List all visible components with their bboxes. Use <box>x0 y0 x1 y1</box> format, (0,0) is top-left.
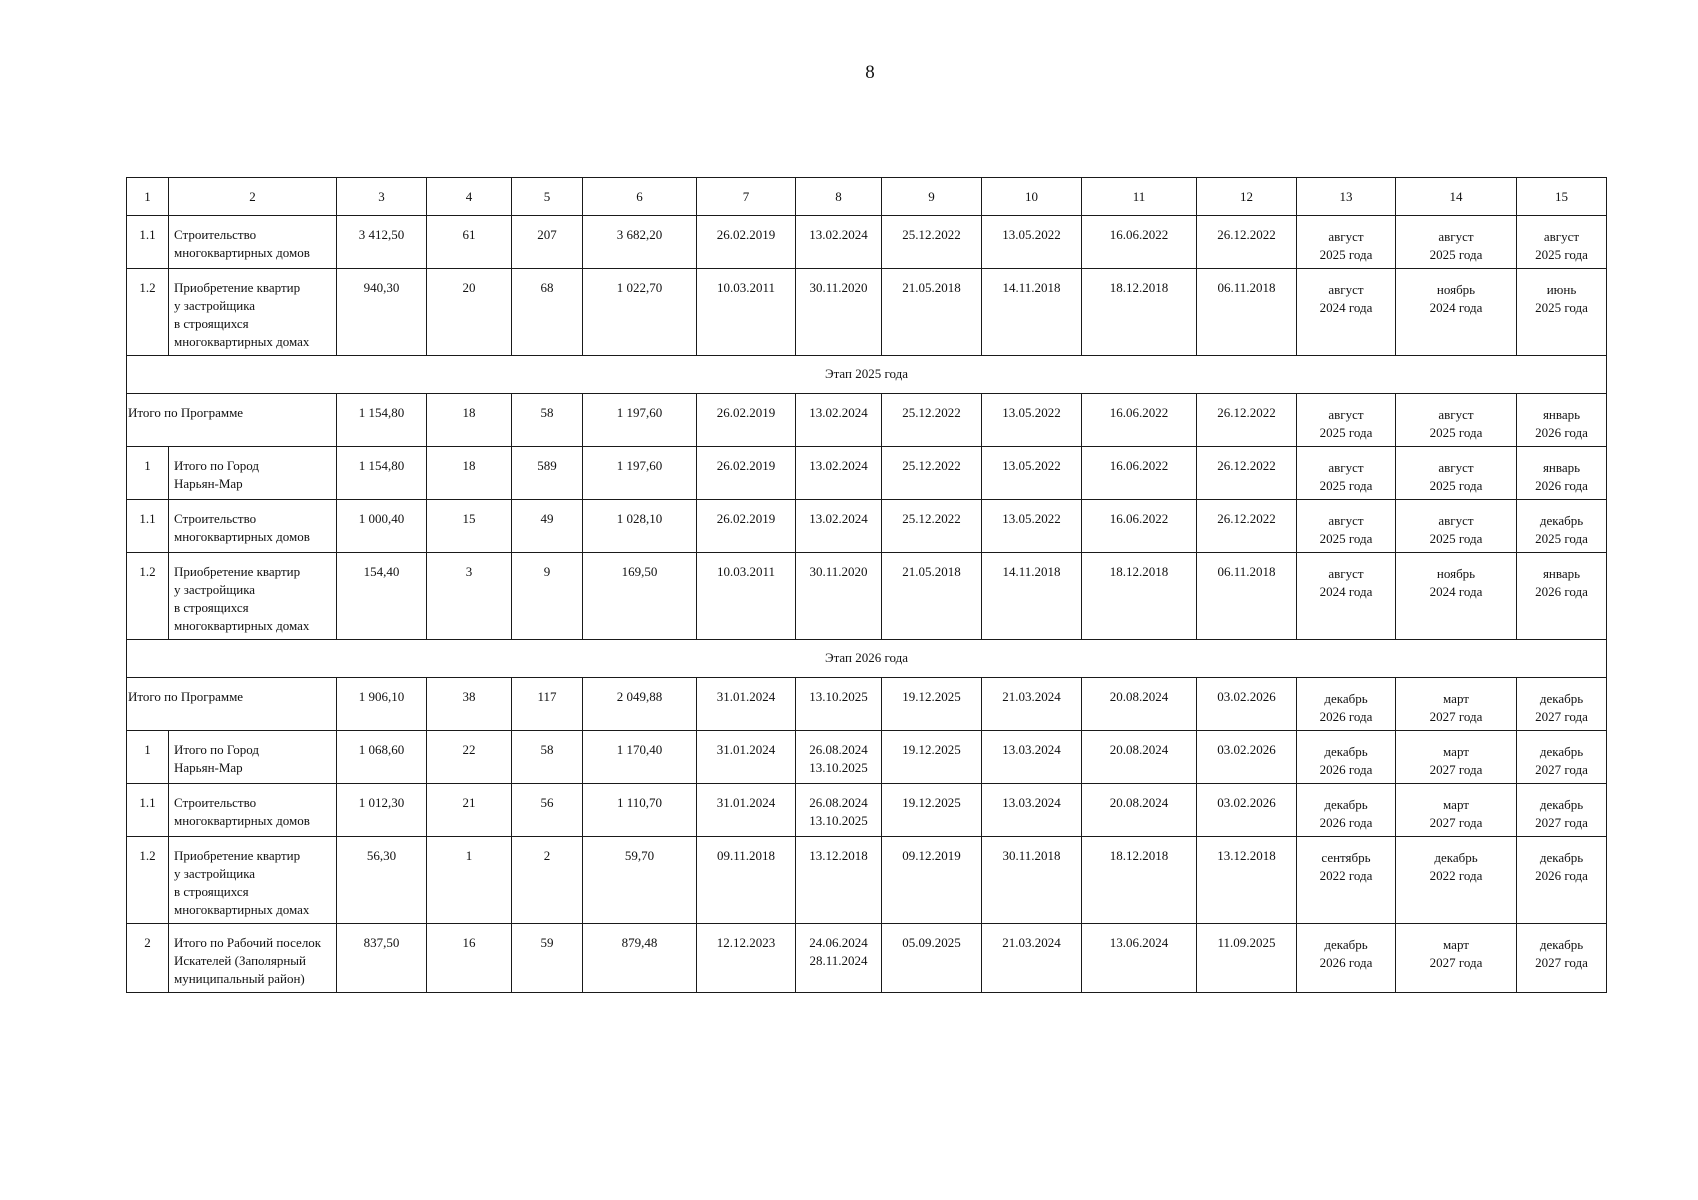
table-cell: 56 <box>512 784 583 837</box>
table-cell: 837,50 <box>337 924 427 993</box>
table-cell: март 2027 года <box>1396 678 1517 731</box>
table-cell: 26.02.2019 <box>697 394 796 447</box>
column-number-row <box>127 178 1607 216</box>
table-cell: 1 110,70 <box>583 784 697 837</box>
table-cell: 1 154,80 <box>337 447 427 500</box>
row-name: Строительство многоквартирных домов <box>169 784 337 837</box>
table-cell: 2 049,88 <box>583 678 697 731</box>
table-cell: 30.11.2018 <box>982 837 1082 924</box>
table-cell: 21.03.2024 <box>982 678 1082 731</box>
table-cell: 26.08.2024 13.10.2025 <box>796 784 882 837</box>
table-cell: 1 028,10 <box>583 500 697 553</box>
table-cell: 19.12.2025 <box>882 731 982 784</box>
table-row <box>127 447 1607 500</box>
table-row <box>127 924 1607 993</box>
table-cell: август 2025 года <box>1297 500 1396 553</box>
table-cell: 68 <box>512 269 583 356</box>
table-cell: 1 000,40 <box>337 500 427 553</box>
total-label: Итого по Программе <box>127 678 337 731</box>
table-cell: 13.12.2018 <box>1197 837 1297 924</box>
table-cell: декабрь 2027 года <box>1517 924 1607 993</box>
table-cell: 03.02.2026 <box>1197 784 1297 837</box>
table-cell: 20.08.2024 <box>1082 784 1197 837</box>
table-cell: 18.12.2018 <box>1082 553 1197 640</box>
table-cell: 09.12.2019 <box>882 837 982 924</box>
table-cell: 25.12.2022 <box>882 394 982 447</box>
table-cell: 26.02.2019 <box>697 500 796 553</box>
table-cell: 26.08.2024 13.10.2025 <box>796 731 882 784</box>
table-cell: 18.12.2018 <box>1082 837 1197 924</box>
table-cell: 06.11.2018 <box>1197 269 1297 356</box>
table-cell: 25.12.2022 <box>882 216 982 269</box>
table-cell: 16.06.2022 <box>1082 216 1197 269</box>
table-cell: 59,70 <box>583 837 697 924</box>
table-cell: 16 <box>427 924 512 993</box>
table-cell: 26.12.2022 <box>1197 500 1297 553</box>
row-name: Итого по Рабочий поселок Искателей (Заполярный муниципальный район) <box>169 924 337 993</box>
table-cell: 13.05.2022 <box>982 447 1082 500</box>
table-cell: 25.12.2022 <box>882 500 982 553</box>
column-number: 6 <box>583 178 697 216</box>
row-name: Строительство многоквартирных домов <box>169 216 337 269</box>
table-cell: 31.01.2024 <box>697 678 796 731</box>
table-cell: 1 154,80 <box>337 394 427 447</box>
table-cell: 879,48 <box>583 924 697 993</box>
table-cell: март 2027 года <box>1396 784 1517 837</box>
table-row <box>127 731 1607 784</box>
table-cell: 14.11.2018 <box>982 269 1082 356</box>
table-cell: март 2027 года <box>1396 731 1517 784</box>
table-cell: 3 <box>427 553 512 640</box>
table-cell: декабрь 2027 года <box>1517 784 1607 837</box>
table-row <box>127 837 1607 924</box>
stage-row <box>127 356 1607 394</box>
table-cell: 13.05.2022 <box>982 216 1082 269</box>
table-cell: 06.11.2018 <box>1197 553 1297 640</box>
table-cell: август 2025 года <box>1396 500 1517 553</box>
table-cell: 13.02.2024 <box>796 447 882 500</box>
row-name: Строительство многоквартирных домов <box>169 500 337 553</box>
table-cell: 21.05.2018 <box>882 553 982 640</box>
table-cell: 30.11.2020 <box>796 269 882 356</box>
table-cell: 1 022,70 <box>583 269 697 356</box>
table-cell: декабрь 2027 года <box>1517 678 1607 731</box>
table-cell: 154,40 <box>337 553 427 640</box>
table-cell: 1 197,60 <box>583 394 697 447</box>
column-number: 5 <box>512 178 583 216</box>
table-cell: декабрь 2026 года <box>1297 924 1396 993</box>
row-number: 2 <box>127 924 169 993</box>
table-cell: 26.12.2022 <box>1197 394 1297 447</box>
table-cell: 16.06.2022 <box>1082 447 1197 500</box>
table-cell: 26.02.2019 <box>697 216 796 269</box>
table-cell: 15 <box>427 500 512 553</box>
table-cell: 22 <box>427 731 512 784</box>
table-cell: 589 <box>512 447 583 500</box>
table-cell: 16.06.2022 <box>1082 500 1197 553</box>
table-cell: 26.02.2019 <box>697 447 796 500</box>
column-number: 8 <box>796 178 882 216</box>
table-cell: август 2025 года <box>1297 447 1396 500</box>
table-cell: 1 012,30 <box>337 784 427 837</box>
table-cell: 03.02.2026 <box>1197 678 1297 731</box>
stage-row <box>127 640 1607 678</box>
table-cell: март 2027 года <box>1396 924 1517 993</box>
column-number: 13 <box>1297 178 1396 216</box>
table-cell: 117 <box>512 678 583 731</box>
column-number: 4 <box>427 178 512 216</box>
table-cell: август 2025 года <box>1517 216 1607 269</box>
table-cell: 20 <box>427 269 512 356</box>
table-row <box>127 784 1607 837</box>
table-cell: 13.12.2018 <box>796 837 882 924</box>
table-cell: 207 <box>512 216 583 269</box>
table-cell: 1 <box>427 837 512 924</box>
table-cell: август 2025 года <box>1396 216 1517 269</box>
table-cell: декабрь 2026 года <box>1517 837 1607 924</box>
column-number: 9 <box>882 178 982 216</box>
table-cell: 3 682,20 <box>583 216 697 269</box>
table-cell: 1 906,10 <box>337 678 427 731</box>
page-number: 8 <box>865 62 875 83</box>
table-cell: ноябрь 2024 года <box>1396 269 1517 356</box>
stage-label: Этап 2026 года <box>127 640 1607 678</box>
column-number: 2 <box>169 178 337 216</box>
table-cell: 13.05.2022 <box>982 500 1082 553</box>
table-cell: 31.01.2024 <box>697 784 796 837</box>
table-cell: 1 068,60 <box>337 731 427 784</box>
table-cell: 56,30 <box>337 837 427 924</box>
table-cell: июнь 2025 года <box>1517 269 1607 356</box>
table-cell: 10.03.2011 <box>697 553 796 640</box>
row-number: 1.2 <box>127 269 169 356</box>
table-cell: август 2025 года <box>1297 394 1396 447</box>
table-cell: 1 197,60 <box>583 447 697 500</box>
column-number: 1 <box>127 178 169 216</box>
table-cell: 13.05.2022 <box>982 394 1082 447</box>
table-cell: 19.12.2025 <box>882 784 982 837</box>
table-cell: 18 <box>427 447 512 500</box>
total-label: Итого по Программе <box>127 394 337 447</box>
row-number: 1 <box>127 731 169 784</box>
table-cell: август 2024 года <box>1297 269 1396 356</box>
row-name: Итого по Город Нарьян-Мар <box>169 447 337 500</box>
row-name: Итого по Город Нарьян-Мар <box>169 731 337 784</box>
column-number: 12 <box>1197 178 1297 216</box>
table-cell: 13.02.2024 <box>796 500 882 553</box>
table-cell: декабрь 2025 года <box>1517 500 1607 553</box>
table-cell: 49 <box>512 500 583 553</box>
row-number: 1.2 <box>127 553 169 640</box>
table-cell: ноябрь 2024 года <box>1396 553 1517 640</box>
table-row <box>127 216 1607 269</box>
table-cell: 12.12.2023 <box>697 924 796 993</box>
table-cell: 58 <box>512 394 583 447</box>
column-number: 10 <box>982 178 1082 216</box>
table-cell: декабрь 2027 года <box>1517 731 1607 784</box>
table-cell: 31.01.2024 <box>697 731 796 784</box>
table-cell: 21.03.2024 <box>982 924 1082 993</box>
row-name: Приобретение квартир у застройщика в строящихся многоквартирных домах <box>169 837 337 924</box>
row-name: Приобретение квартир у застройщика в строящихся многоквартирных домах <box>169 269 337 356</box>
row-number: 1.2 <box>127 837 169 924</box>
table-cell: 05.09.2025 <box>882 924 982 993</box>
table-cell: 1 170,40 <box>583 731 697 784</box>
table-cell: 03.02.2026 <box>1197 731 1297 784</box>
table-cell: 38 <box>427 678 512 731</box>
column-number: 14 <box>1396 178 1517 216</box>
table-cell: 3 412,50 <box>337 216 427 269</box>
table-cell: 14.11.2018 <box>982 553 1082 640</box>
table-cell: август 2025 года <box>1396 394 1517 447</box>
program-total-row <box>127 394 1607 447</box>
table-cell: 19.12.2025 <box>882 678 982 731</box>
table-cell: 18.12.2018 <box>1082 269 1197 356</box>
program-stages-table <box>126 177 1607 993</box>
table-cell: январь 2026 года <box>1517 394 1607 447</box>
table-cell: январь 2026 года <box>1517 447 1607 500</box>
table-row <box>127 269 1607 356</box>
table-cell: 25.12.2022 <box>882 447 982 500</box>
table-cell: 11.09.2025 <box>1197 924 1297 993</box>
table-cell: 13.02.2024 <box>796 216 882 269</box>
table-cell: 13.10.2025 <box>796 678 882 731</box>
row-number: 1.1 <box>127 784 169 837</box>
table-cell: декабрь 2026 года <box>1297 731 1396 784</box>
row-name: Приобретение квартир у застройщика в строящихся многоквартирных домах <box>169 553 337 640</box>
table-cell: август 2024 года <box>1297 553 1396 640</box>
table-row <box>127 500 1607 553</box>
table-cell: 58 <box>512 731 583 784</box>
table-cell: январь 2026 года <box>1517 553 1607 640</box>
row-number: 1.1 <box>127 216 169 269</box>
row-number: 1.1 <box>127 500 169 553</box>
table-cell: 13.03.2024 <box>982 731 1082 784</box>
table-row <box>127 553 1607 640</box>
table-cell: 24.06.2024 28.11.2024 <box>796 924 882 993</box>
table-cell: декабрь 2026 года <box>1297 784 1396 837</box>
table-cell: 16.06.2022 <box>1082 394 1197 447</box>
column-number: 7 <box>697 178 796 216</box>
table-cell: 2 <box>512 837 583 924</box>
table-cell: 21 <box>427 784 512 837</box>
table-cell: 13.02.2024 <box>796 394 882 447</box>
table-cell: декабрь 2026 года <box>1297 678 1396 731</box>
table-cell: 26.12.2022 <box>1197 216 1297 269</box>
table-cell: 9 <box>512 553 583 640</box>
table-cell: 09.11.2018 <box>697 837 796 924</box>
table-cell: 30.11.2020 <box>796 553 882 640</box>
table-cell: 61 <box>427 216 512 269</box>
column-number: 3 <box>337 178 427 216</box>
table-cell: декабрь 2022 года <box>1396 837 1517 924</box>
row-number: 1 <box>127 447 169 500</box>
table-cell: 20.08.2024 <box>1082 678 1197 731</box>
table-cell: 10.03.2011 <box>697 269 796 356</box>
table-cell: август 2025 года <box>1396 447 1517 500</box>
table-cell: 59 <box>512 924 583 993</box>
table-cell: 21.05.2018 <box>882 269 982 356</box>
program-total-row <box>127 678 1607 731</box>
table-cell: сентябрь 2022 года <box>1297 837 1396 924</box>
table-cell: 169,50 <box>583 553 697 640</box>
table-cell: 20.08.2024 <box>1082 731 1197 784</box>
table-cell: август 2025 года <box>1297 216 1396 269</box>
column-number: 15 <box>1517 178 1607 216</box>
table-cell: 26.12.2022 <box>1197 447 1297 500</box>
stage-label: Этап 2025 года <box>127 356 1607 394</box>
table-cell: 18 <box>427 394 512 447</box>
table-cell: 13.03.2024 <box>982 784 1082 837</box>
table-cell: 940,30 <box>337 269 427 356</box>
table-cell: 13.06.2024 <box>1082 924 1197 993</box>
column-number: 11 <box>1082 178 1197 216</box>
